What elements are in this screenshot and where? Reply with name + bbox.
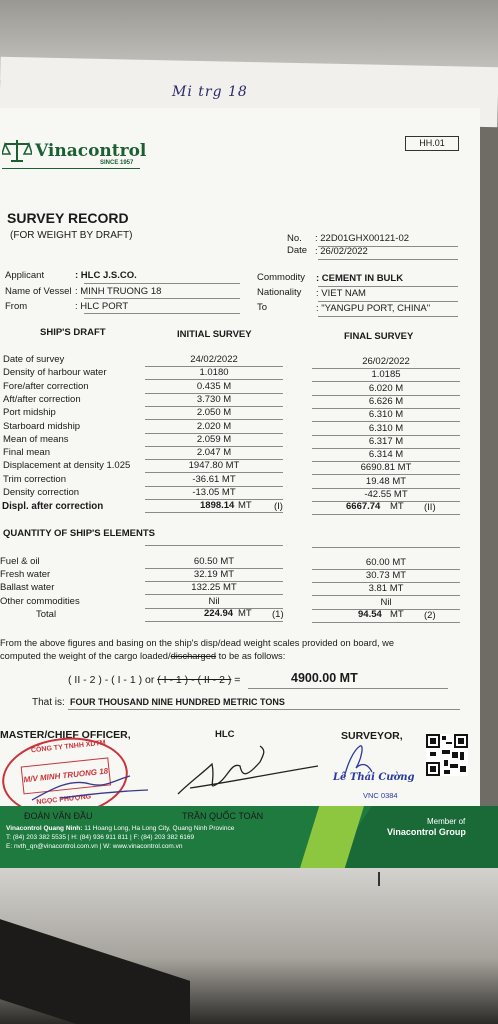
- element-row-label: Other commodities: [0, 595, 80, 607]
- footer-address: [6, 825, 234, 832]
- draft-row-initial: 0.435 M: [196, 380, 232, 392]
- displ-initial-value: 1898.14: [200, 500, 235, 511]
- stamp-company: CÔNG TY TNHH XDTM: [30, 739, 106, 755]
- draft-row-initial: 3.730 M: [196, 393, 232, 405]
- col-header-final-survey: FINAL SURVEY: [344, 331, 414, 342]
- formula-equals: =: [231, 674, 241, 686]
- rule: [312, 514, 460, 515]
- footer-member-of: Member of: [427, 817, 466, 826]
- elements-final-ref: (2): [424, 610, 436, 621]
- rule: [312, 622, 460, 623]
- displ-initial-unit: MT: [238, 500, 252, 511]
- rule: [84, 313, 240, 314]
- draft-row-initial: 1.0180: [199, 367, 229, 379]
- applicant-value: : HLC J.S.CO.: [75, 270, 137, 281]
- handwritten-note: Mi trg 18: [172, 84, 248, 100]
- draft-row-final: 6.317 M: [368, 435, 404, 447]
- element-row-final: 30.73 MT: [365, 570, 407, 582]
- draft-row-final: -42.55 MT: [364, 489, 408, 500]
- nationality-label: Nationality: [257, 287, 302, 298]
- elements-initial-ref: (1): [272, 609, 284, 620]
- surveyor-label: SURVEYOR,: [341, 730, 403, 742]
- record-no-value: : 22D01GHX00121-02: [315, 233, 410, 244]
- element-row-initial: 60.50 MT: [193, 556, 235, 567]
- statement-line-1: From the above figures and basing on the ship's disp/dead weight scales provided on board, we: [0, 638, 395, 648]
- displ-initial-ref: (I): [274, 501, 283, 512]
- element-row-label: Ballast water: [0, 582, 55, 594]
- rule: [318, 259, 458, 260]
- vessel-label: Name of Vessel: [5, 286, 72, 297]
- draft-row-label: Density correction: [3, 487, 80, 498]
- draft-row-label: Aft/after correction: [3, 393, 81, 405]
- logo-underline: [2, 168, 140, 169]
- master-label: MASTER/CHIEF OFFICER,: [0, 729, 131, 741]
- rule: [145, 545, 283, 546]
- document-title: SURVEY RECORD: [7, 210, 129, 226]
- rule: [318, 301, 458, 302]
- rule: [145, 621, 283, 622]
- logo-since: SINCE 1957: [100, 160, 134, 166]
- qr-code-icon: [426, 734, 468, 776]
- statement-loaded: computed the weight of the cargo loaded/: [0, 651, 171, 661]
- rule: [84, 283, 240, 284]
- draft-row-final: 6.310 M: [368, 409, 404, 421]
- element-row-initial: 32.19 MT: [193, 569, 235, 581]
- to-label: To: [257, 302, 268, 313]
- stamp-ship-name: M/V MINH TRUONG 18: [21, 757, 111, 794]
- formula-load: ( II - 2 ) - ( I - 1 ) or: [68, 674, 158, 686]
- draft-row-initial: -13.05 MT: [192, 487, 236, 498]
- draft-row-label: Density of harbour water: [3, 367, 107, 379]
- draft-row-label: Final mean: [3, 447, 50, 459]
- hlc-label: HLC: [215, 729, 235, 740]
- commodity-label: Commodity: [257, 272, 306, 283]
- cargo-weight-result: 4900.00 MT: [291, 671, 358, 685]
- draft-row-label: Port midship: [3, 407, 56, 419]
- draft-row-label: Date of survey: [3, 354, 65, 365]
- draft-row-label: Starboard midship: [3, 420, 81, 432]
- element-row-final: Nil: [380, 596, 392, 608]
- draft-row-initial: -36.61 MT: [192, 473, 236, 485]
- stamp-signatory: NGỌC PHƯỢNG: [36, 793, 92, 807]
- draft-row-final: 26/02/2022: [362, 356, 410, 367]
- ships-elements-heading: QUANTITY OF SHIP'S ELEMENTS: [3, 528, 155, 539]
- form-code: HH.01: [405, 136, 459, 151]
- displ-final-value: 6667.74: [346, 501, 381, 512]
- rule: [248, 688, 448, 689]
- element-row-label: Fresh water: [0, 569, 51, 581]
- element-row-initial: 132.25 MT: [191, 582, 237, 594]
- footer-company: Vinacontrol Quang Ninh:: [6, 825, 83, 832]
- rule: [145, 512, 283, 513]
- rule: [318, 286, 458, 287]
- hlc-signature: [170, 742, 320, 802]
- rule: [318, 316, 458, 317]
- elements-initial-total: 224.94: [204, 608, 234, 619]
- commodity-value: : CEMENT IN BULK: [316, 273, 404, 284]
- record-date-value: : 26/02/2022: [315, 246, 368, 257]
- elements-final-total: 94.54: [358, 609, 382, 620]
- rule: [68, 709, 460, 710]
- from-label: From: [5, 301, 28, 312]
- record-date-label: Date: [287, 245, 308, 256]
- weight-in-words: FOUR THOUSAND NINE HUNDRED METRIC TONS: [70, 697, 285, 707]
- record-no-label: No.: [287, 233, 302, 244]
- applicant-label: Applicant: [5, 270, 45, 281]
- draft-row-final: 1.0185: [371, 369, 401, 381]
- scales-icon: [2, 138, 32, 164]
- nationality-value: : VIET NAM: [316, 288, 366, 299]
- qr-code: [426, 734, 468, 776]
- to-value: : "YANGPU PORT, CHINA": [316, 303, 431, 314]
- draft-row-initial: 2.059 M: [196, 433, 232, 445]
- element-row-initial: Nil: [208, 595, 220, 607]
- elements-final-unit: MT: [390, 609, 404, 620]
- that-is-label: That is:: [32, 697, 65, 708]
- draft-row-final: 6.020 M: [368, 382, 404, 394]
- displ-after-correction-label: Displ. after correction: [2, 501, 104, 512]
- cargo-formula: [68, 674, 240, 686]
- logo-wordmark: Vinacontrol: [35, 141, 147, 161]
- displ-final-unit: MT: [390, 501, 404, 512]
- from-value: : HLC PORT: [75, 301, 129, 312]
- footer-street: 11 Hoang Long, Ha Long City, Quang Ninh Province: [82, 825, 235, 832]
- master-name: ĐOÀN VĂN ĐẦU: [24, 811, 93, 821]
- footer-web: E: nvth_qn@vinacontrol.com.vn | W: www.vinacontrol.com.vn: [6, 843, 183, 850]
- surveyor-signature-name: Lê Thái Cường: [333, 772, 415, 783]
- draft-row-initial: 24/02/2022: [190, 354, 238, 365]
- pen-mark: [378, 872, 380, 886]
- formula-discharge-struck: ( I - 1 ) - ( II - 2 ): [157, 674, 232, 686]
- draft-row-label: Fore/after correction: [3, 380, 89, 392]
- draft-row-label: Mean of means: [3, 433, 69, 445]
- footer-phones: T: (84) 203 382 5535 | H: (84) 936 911 811 | F: (84) 203 382 6169: [6, 834, 195, 841]
- rule: [84, 298, 240, 299]
- statement-tail: to be as follows:: [216, 651, 286, 661]
- rule: [312, 547, 460, 548]
- draft-row-label: Displacement at density 1.025: [3, 460, 131, 472]
- draft-row-initial: 2.047 M: [196, 447, 232, 459]
- vessel-value: : MINH TRUONG 18: [75, 286, 162, 297]
- draft-row-final: 6.314 M: [368, 449, 404, 461]
- vinacontrol-logo: [2, 138, 146, 164]
- draft-row-final: 6.626 M: [368, 395, 404, 407]
- draft-row-initial: 2.050 M: [196, 407, 232, 419]
- hlc-name: TRẦN QUỐC TOÀN: [182, 811, 264, 821]
- document-subtitle: (FOR WEIGHT BY DRAFT): [10, 230, 133, 241]
- element-row-final: 3.81 MT: [368, 583, 404, 595]
- elements-initial-unit: MT: [238, 608, 252, 619]
- statement-discharged-struck: discharged: [170, 651, 217, 661]
- draft-row-final: 6690.81 MT: [360, 462, 412, 474]
- elements-total-label: Total: [36, 609, 57, 620]
- surveyor-code: VNC 0384: [363, 791, 398, 800]
- element-row-label: Fuel & oil: [0, 556, 40, 567]
- footer-group: Vinacontrol Group: [387, 827, 466, 837]
- displ-final-ref: (II): [424, 502, 436, 513]
- element-row-final: 60.00 MT: [365, 557, 407, 568]
- rule: [312, 501, 460, 502]
- draft-row-final: 6.310 M: [368, 422, 404, 434]
- statement-line-2: [0, 651, 285, 661]
- col-header-initial-survey: INITIAL SURVEY: [177, 329, 252, 340]
- draft-row-initial: 1947.80 MT: [188, 460, 240, 472]
- draft-row-label: Trim correction: [3, 473, 66, 485]
- master-signature: [30, 770, 150, 806]
- col-header-ships-draft: SHIP'S DRAFT: [40, 327, 106, 338]
- draft-row-final: 19.48 MT: [365, 475, 407, 487]
- draft-row-initial: 2.020 M: [196, 420, 232, 432]
- rule: [312, 609, 460, 610]
